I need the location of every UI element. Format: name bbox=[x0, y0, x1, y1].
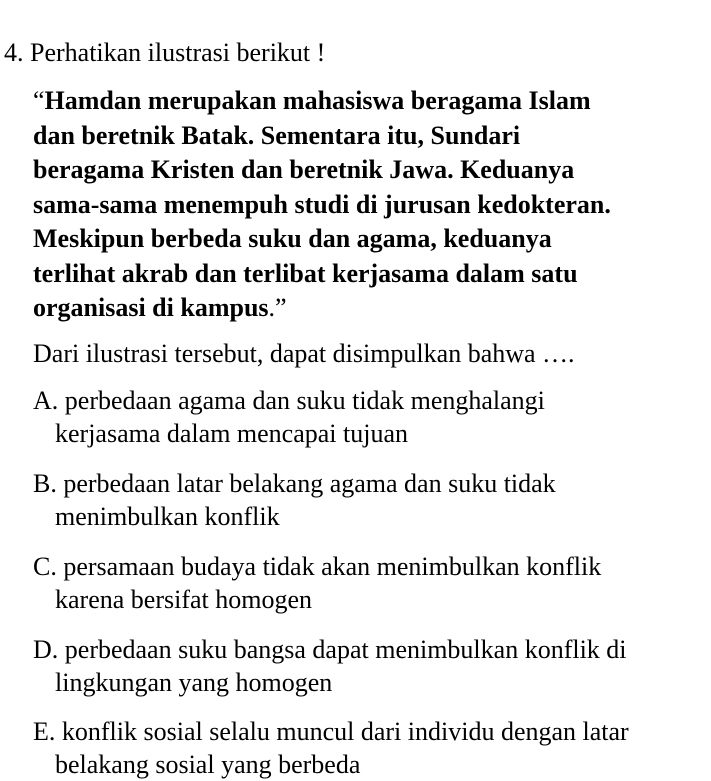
option-d-letter: D. bbox=[33, 635, 59, 664]
quote-line-6: terlihat akrab dan terlibat kerjasama dalam satu bbox=[33, 258, 578, 288]
option-d[interactable] bbox=[33, 633, 708, 699]
option-b-text-1: perbedaan latar belakang agama dan suku tidak bbox=[63, 469, 556, 498]
option-d-text-1: perbedaan suku bangsa dapat menimbulkan konflik di bbox=[64, 635, 627, 664]
option-c-line-2: karena bersifat homogen bbox=[55, 585, 313, 614]
option-b-letter: B. bbox=[33, 469, 57, 498]
option-e-line-1 bbox=[33, 715, 708, 748]
option-b-line-1 bbox=[33, 467, 708, 500]
option-d-line-2: lingkungan yang homogen bbox=[55, 668, 333, 697]
quote-line-7-text: organisasi di kampus bbox=[33, 293, 269, 322]
question-header bbox=[4, 36, 704, 70]
option-d-line-1 bbox=[33, 633, 708, 666]
conclusion-prompt: Dari ilustrasi tersebut, dapat disimpulkan bahwa …. bbox=[33, 339, 575, 368]
option-e[interactable] bbox=[33, 715, 708, 781]
option-c-letter: C. bbox=[33, 552, 57, 581]
option-b-line-2: menimbulkan konflik bbox=[55, 502, 280, 531]
option-e-text-1: konflik sosial selalu muncul dari individu dengan latar bbox=[61, 717, 629, 746]
quote-line-1-text: Hamdan merupakan mahasiswa beragama Islam bbox=[44, 86, 591, 115]
option-e-line-2: belakang sosial yang berbeda bbox=[55, 750, 361, 779]
option-e-letter: E. bbox=[33, 717, 56, 746]
option-b[interactable] bbox=[33, 467, 708, 533]
option-c-text-1: persamaan budaya tidak akan menimbulkan konflik bbox=[63, 552, 602, 581]
quote-line-2: dan beretnik Batak. Sementara itu, Sundari bbox=[33, 120, 521, 150]
option-a-line-1 bbox=[33, 384, 708, 417]
quote-open-mark: “ bbox=[33, 86, 45, 115]
quote-line-1 bbox=[33, 84, 703, 119]
quote-close-mark: .” bbox=[268, 293, 287, 322]
question-prompt: Perhatikan ilustrasi berikut ! bbox=[30, 38, 326, 67]
quote-line-4: sama-sama menempuh studi di jurusan kedokteran. bbox=[33, 189, 611, 219]
option-a-text-1: perbedaan agama dan suku tidak menghalangi bbox=[64, 386, 545, 415]
quote-line-7 bbox=[33, 291, 703, 326]
question-line bbox=[4, 36, 704, 70]
option-c-line-1 bbox=[33, 550, 708, 583]
option-c[interactable] bbox=[33, 550, 708, 616]
question-number: 4. bbox=[4, 38, 24, 67]
option-a-line-2: kerjasama dalam mencapai tujuan bbox=[55, 419, 409, 448]
option-a[interactable] bbox=[33, 384, 708, 450]
illustration-quote bbox=[33, 84, 703, 326]
option-a-letter: A. bbox=[33, 386, 59, 415]
quote-line-3: beragama Kristen dan beretnik Jawa. Keduanya bbox=[33, 155, 575, 184]
quote-line-5: Meskipun berbeda suku dan agama, keduanya bbox=[33, 224, 552, 253]
